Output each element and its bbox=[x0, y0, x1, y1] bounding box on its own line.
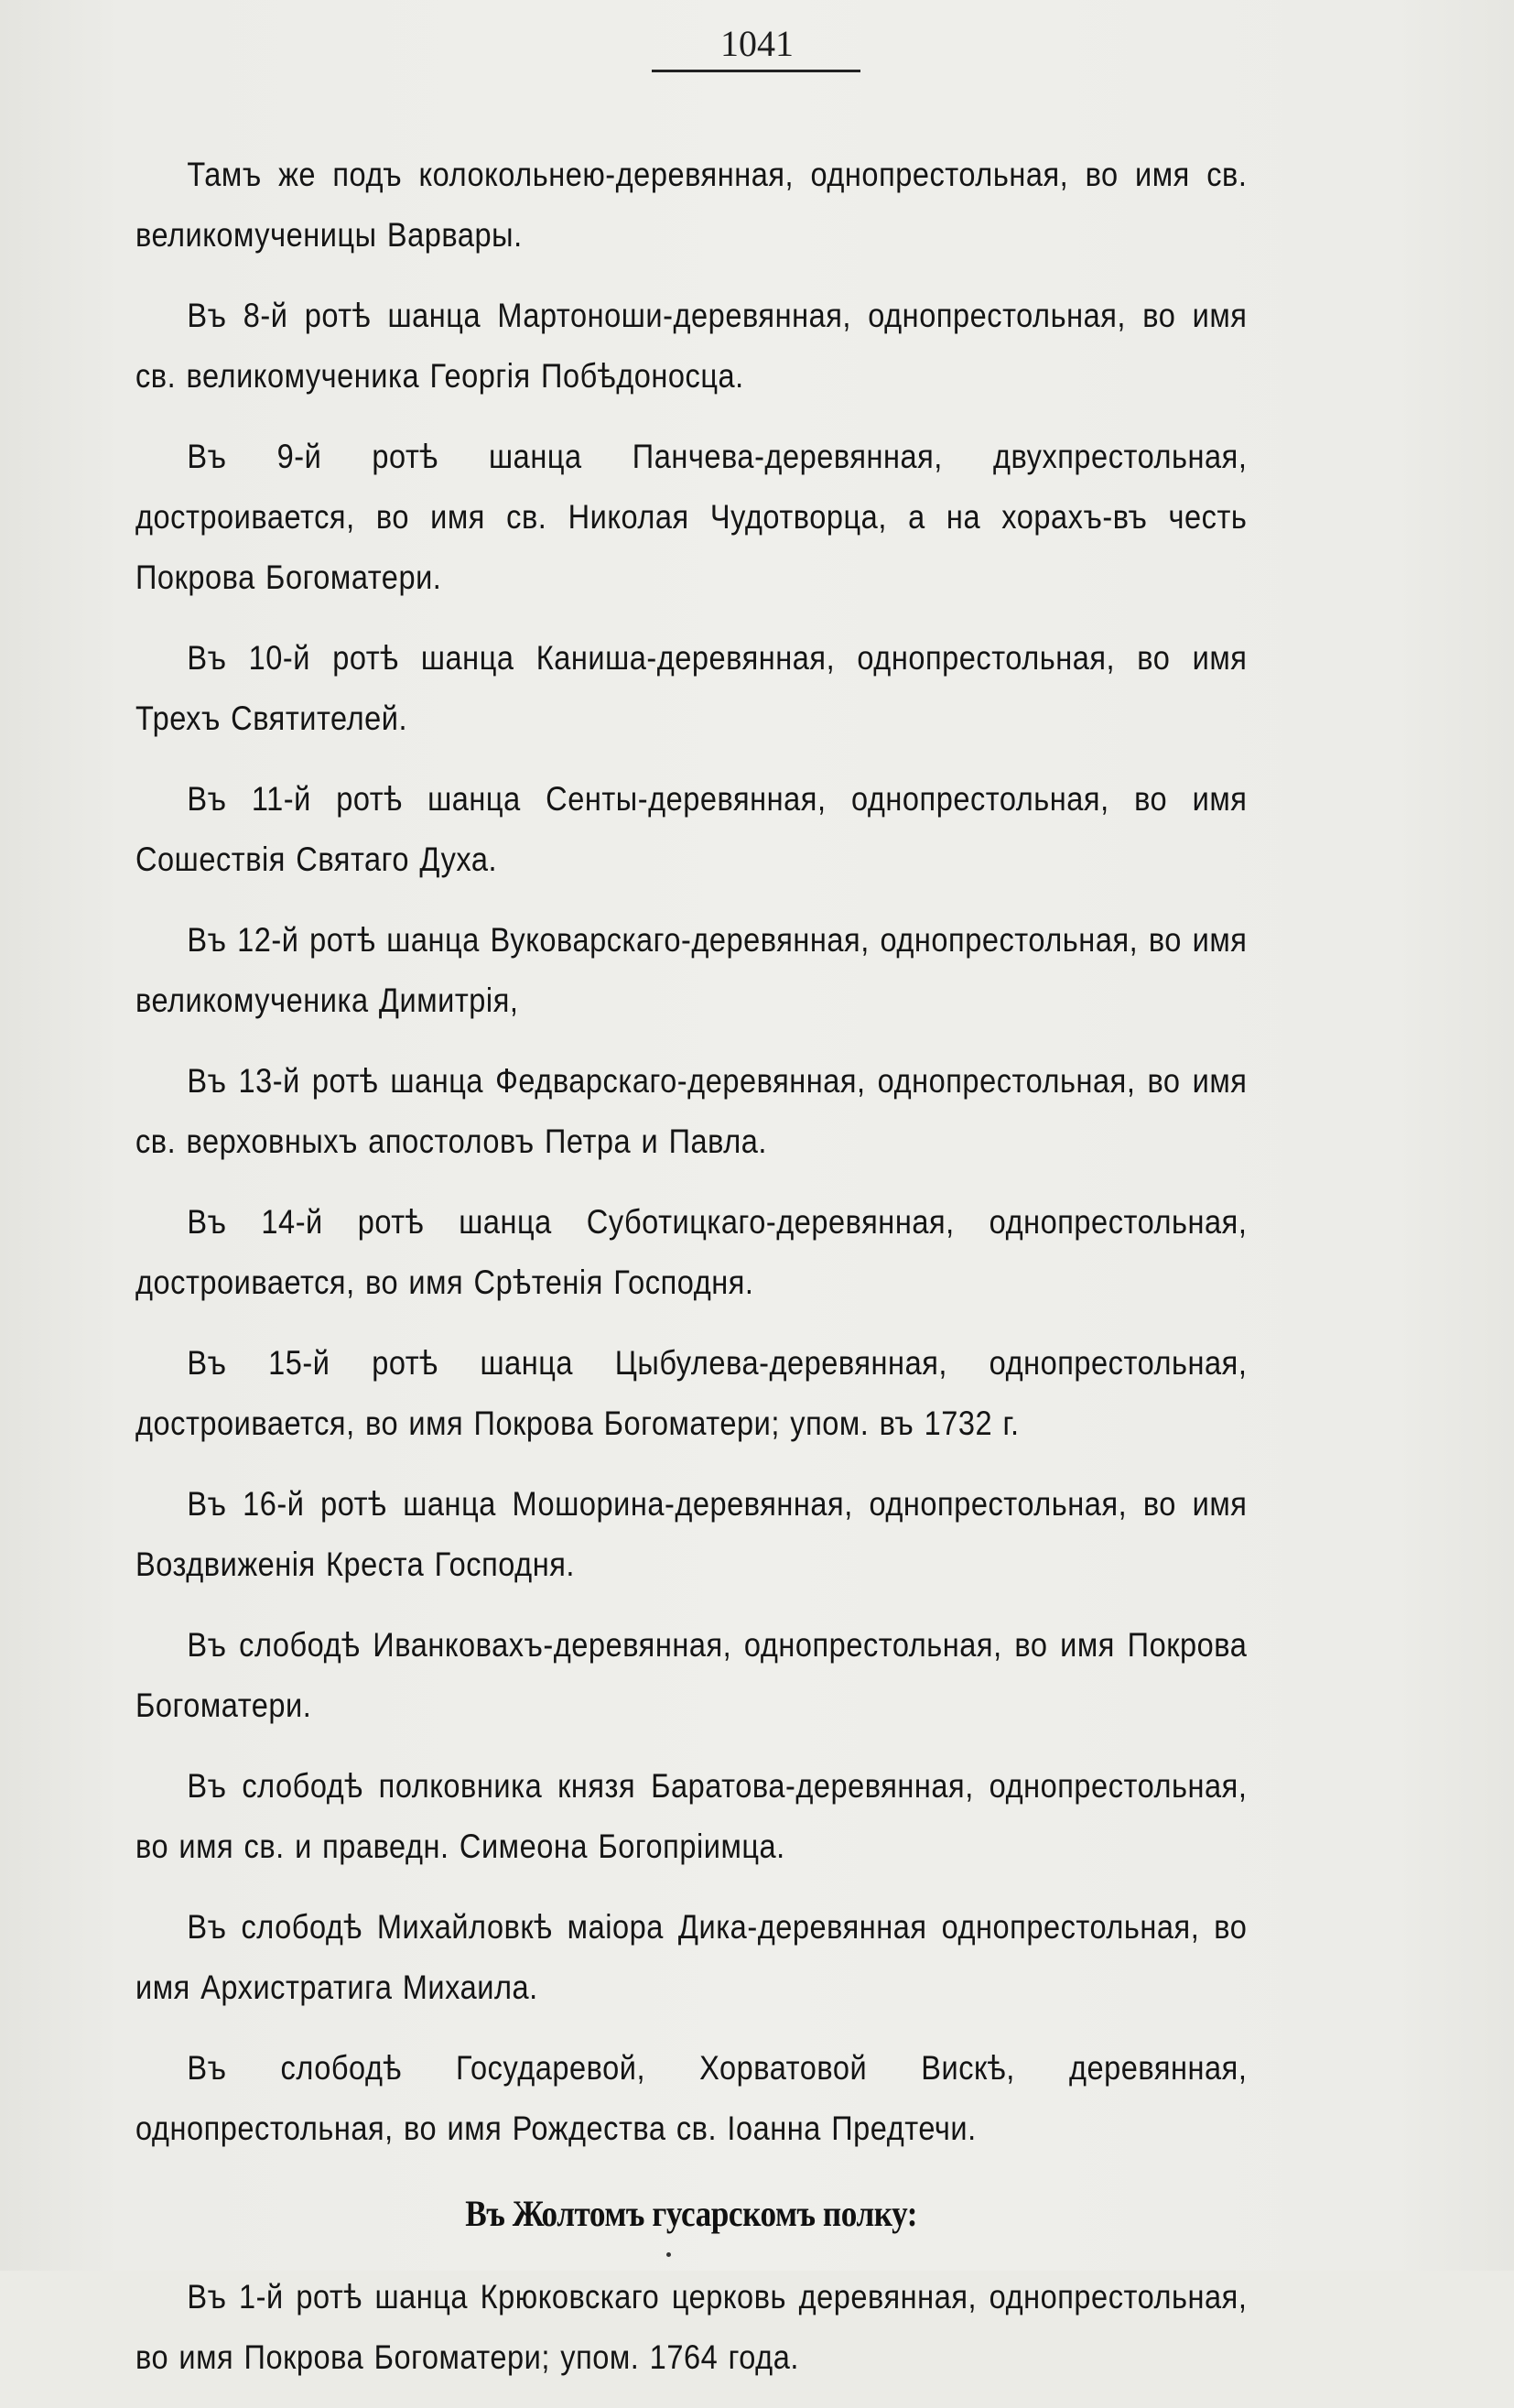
page-body bbox=[135, 145, 1247, 2408]
page-number-rule bbox=[652, 70, 860, 72]
paragraph: Тамъ же подъ колокольнею-деревянная, однопрестольная, во имя св. великомученицы Варвары. bbox=[135, 156, 1248, 254]
paragraph: Въ 15-й ротѣ шанца Цыбулева-деревянная, однопрестольная, достроивается, во имя Покрова Богоматери; упом. въ 1732 г. bbox=[135, 1344, 1248, 1442]
paragraph: Въ слободѣ Государевой, Хорватовой Вискѣ, деревянная, однопрестольная, во имя Рождества св. Іоанна Предтечи. bbox=[135, 2049, 1248, 2147]
page-number: 1041 bbox=[720, 23, 794, 64]
paragraph: Въ 11-й ротѣ шанца Сенты-деревянная, однопрестольная, во имя Сошествія Святаго Духа. bbox=[135, 780, 1248, 878]
section-heading: Въ Жолтомъ гусарскомъ полку: bbox=[465, 2193, 918, 2234]
paragraph: Въ 8-й ротѣ шанца Мартоноши-деревянная, однопрестольная, во имя св. великомученика Георгія Побѣдоносца. bbox=[135, 297, 1248, 395]
paragraph: Въ 10-й ротѣ шанца Каниша-деревянная, однопрестольная, во имя Трехъ Святителей. bbox=[135, 639, 1248, 737]
print-speck bbox=[666, 2252, 671, 2257]
paragraph: Въ 12-й ротѣ шанца Вуковарскаго-деревянная, однопрестольная, во имя великомученика Димитрія, bbox=[135, 921, 1248, 1019]
paragraph: Въ 14-й ротѣ шанца Суботицкаго-деревянная, однопрестольная, достроивается, во имя Срѣтенія Господня. bbox=[135, 1203, 1248, 1301]
paragraph: Въ 16-й ротѣ шанца Мошорина-деревянная, однопрестольная, во имя Воздвиженія Креста Господня. bbox=[135, 1485, 1248, 1583]
paragraph: Въ слободѣ Михайловкѣ маіора Дика-деревянная однопрестольная, во имя Архистратига Михаила. bbox=[135, 1908, 1248, 2006]
paragraph: Въ 9-й ротѣ шанца Панчева-деревянная, двухпрестольная, достроивается, во имя св. Николая Чудотворца, а на хорахъ-въ честь Покрова Богоматери. bbox=[135, 438, 1248, 596]
paragraph: Въ слободѣ Иванковахъ-деревянная, однопрестольная, во имя Покрова Богоматери. bbox=[135, 1626, 1248, 1724]
section-paragraph: Въ 1-й ротѣ шанца Крюковскаго церковь деревянная, однопрестольная, во имя Покрова Богоматери; упом. 1764 года. bbox=[135, 2278, 1248, 2376]
paragraph: Въ слободѣ полковника князя Баратова-деревянная, однопрестольная, во имя св. и праведн. Симеона Богопріимца. bbox=[135, 1767, 1248, 1865]
paragraph: Въ 13-й ротѣ шанца Федварскаго-деревянная, однопрестольная, во имя св. верховныхъ апостоловъ Петра и Павла. bbox=[135, 1062, 1248, 1160]
